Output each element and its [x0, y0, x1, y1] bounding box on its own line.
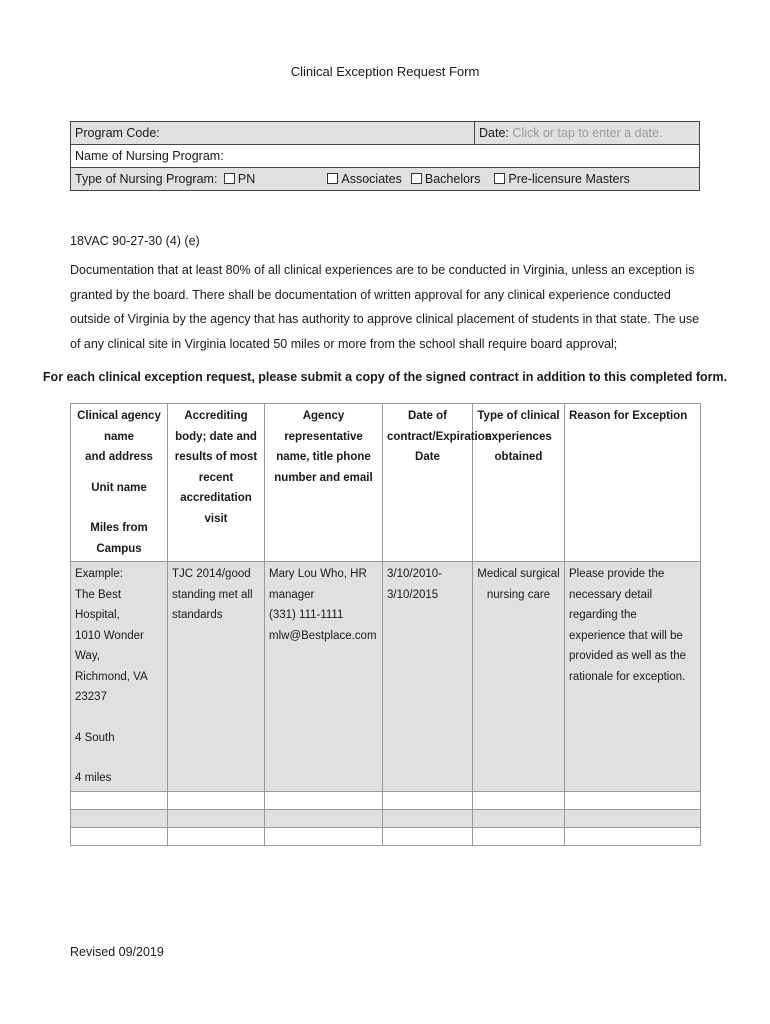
- example-agency-city: Richmond, VA 23237: [75, 670, 148, 703]
- example-type-cell[interactable]: Medical surgical nursing care: [473, 562, 565, 792]
- type-option-bachelors-label: Bachelors: [424, 172, 481, 186]
- example-date-cell[interactable]: 3/10/2010-3/10/2015: [383, 562, 473, 792]
- blank-cell[interactable]: [168, 827, 265, 845]
- program-name-row: [71, 145, 700, 168]
- header-representative: Agency representative name, title phone number and email: [265, 404, 383, 562]
- example-agency-name: The Best Hospital,: [75, 588, 122, 621]
- example-rep-email: mlw@Bestplace.com: [269, 629, 377, 642]
- header-agency: [71, 404, 168, 562]
- blank-cell[interactable]: [265, 809, 383, 827]
- program-type-label: Type of Nursing Program:: [75, 172, 218, 186]
- date-cell[interactable]: [475, 122, 700, 145]
- blank-cell[interactable]: [473, 809, 565, 827]
- regulation-code: 18VAC 90-27-30 (4) (e): [70, 234, 200, 248]
- example-unit: 4 South: [75, 731, 115, 744]
- blank-row-3: [71, 827, 701, 845]
- example-miles: 4 miles: [75, 772, 112, 784]
- type-option-pn-label: PN: [237, 172, 256, 186]
- program-type-row: [71, 168, 700, 191]
- instruction-text: For each clinical exception request, please submit a copy of the signed contract in addition to this completed form.: [42, 370, 728, 384]
- blank-cell[interactable]: [565, 791, 701, 809]
- page-title: Clinical Exception Request Form: [290, 64, 480, 79]
- blank-cell[interactable]: [265, 791, 383, 809]
- date-picker-placeholder[interactable]: Click or tap to enter a date.: [512, 126, 663, 140]
- checkbox-bachelors[interactable]: [411, 173, 422, 184]
- blank-row-1: [71, 791, 701, 809]
- header-unit-name: Unit name: [91, 481, 147, 494]
- program-type-cell: [71, 168, 700, 191]
- header-accrediting: Accrediting body; date and results of most recent accreditation visit: [168, 404, 265, 562]
- example-representative-cell[interactable]: [265, 562, 383, 792]
- revision-footer: Revised 09/2019: [70, 945, 164, 959]
- program-code-row: [71, 122, 700, 145]
- blank-cell[interactable]: [383, 809, 473, 827]
- blank-cell[interactable]: [473, 827, 565, 845]
- program-code-cell[interactable]: [71, 122, 475, 145]
- blank-cell[interactable]: [383, 827, 473, 845]
- clinical-exception-table: [70, 403, 701, 846]
- header-agency-line1: Clinical agency name: [77, 410, 161, 443]
- type-option-masters-label: Pre-licensure Masters: [508, 172, 630, 186]
- program-name-label: Name of Nursing Program:: [75, 149, 224, 163]
- blank-cell[interactable]: [565, 827, 701, 845]
- example-rep-name: Mary Lou Who, HR manager: [269, 568, 367, 601]
- blank-cell[interactable]: [168, 809, 265, 827]
- example-agency-street: 1010 Wonder Way,: [75, 629, 144, 662]
- date-label: Date:: [479, 126, 509, 140]
- program-code-label: Program Code:: [75, 126, 160, 140]
- blank-cell[interactable]: [265, 827, 383, 845]
- checkbox-masters[interactable]: [494, 173, 505, 184]
- example-reason-cell[interactable]: Please provide the necessary detail regarding the experience that will be provided as well as the rationale for exception.: [565, 562, 701, 792]
- blank-cell[interactable]: [473, 791, 565, 809]
- checkbox-associates[interactable]: [327, 173, 338, 184]
- example-agency-cell[interactable]: [71, 562, 168, 792]
- example-rep-phone: (331) 111-1111: [269, 609, 344, 621]
- type-option-bachelors[interactable]: [411, 172, 491, 186]
- example-row: [71, 562, 701, 792]
- blank-cell[interactable]: [71, 809, 168, 827]
- blank-cell[interactable]: [168, 791, 265, 809]
- checkbox-pn[interactable]: [224, 173, 235, 184]
- blank-cell[interactable]: [71, 827, 168, 845]
- header-date: Date of contract/Expiration Date: [383, 404, 473, 562]
- program-name-cell[interactable]: [71, 145, 700, 168]
- blank-cell[interactable]: [383, 791, 473, 809]
- header-agency-line2: and address: [85, 451, 153, 463]
- blank-row-2: [71, 809, 701, 827]
- blank-cell[interactable]: [565, 809, 701, 827]
- header-row: [71, 404, 701, 562]
- type-option-associates[interactable]: [327, 172, 407, 186]
- program-info-table: [70, 121, 700, 191]
- blank-cell[interactable]: [71, 791, 168, 809]
- header-miles: Miles from Campus: [90, 522, 148, 555]
- regulation-text: Documentation that at least 80% of all clinical experiences are to be conducted in Virginia, unless an exception is granted by the board. There shall be documentation of written approval for any clinical experience conducted outside of Virginia by the agency that has authority to approve clinical placement of students in that state. The use of any clinical site in Virginia located 50 miles or more from the school shall require board approval;: [70, 263, 700, 351]
- example-label: Example:: [75, 568, 123, 580]
- header-reason: Reason for Exception: [565, 404, 701, 562]
- type-option-masters[interactable]: [494, 172, 630, 186]
- example-accrediting-cell[interactable]: TJC 2014/good standing met all standards: [168, 562, 265, 792]
- type-option-associates-label: Associates: [341, 172, 402, 186]
- header-type: Type of clinical experiences obtained: [473, 404, 565, 562]
- type-option-pn[interactable]: [224, 172, 324, 186]
